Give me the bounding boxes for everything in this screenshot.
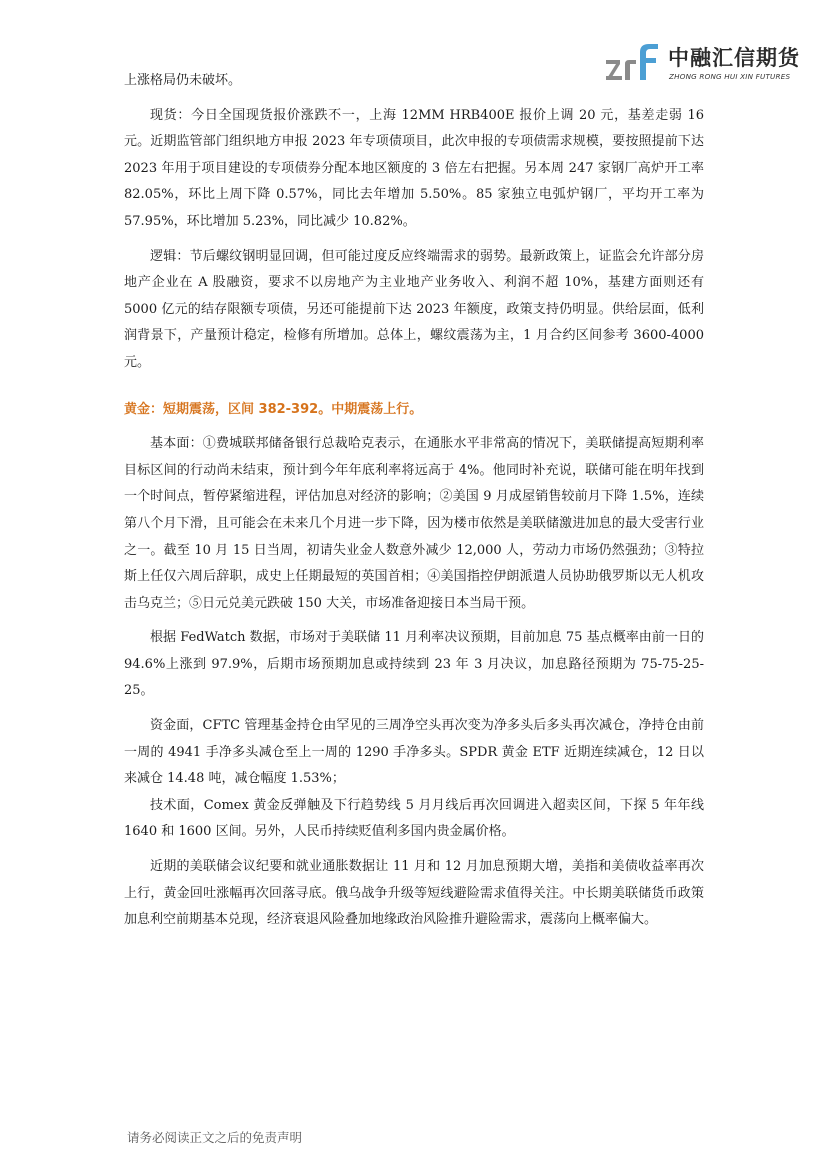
paragraph-fedwatch: 根据 FedWatch 数据，市场对于美联储 11 月利率决议预期，目前加息 75 基点概率由前一日的 94.6%上涨到 97.9%，后期市场预期加息或持续到 23 年 3 月决议，加息路径预期为 75-75-25-25。	[124, 630, 704, 699]
logo-chinese-name: 中融汇信期货	[668, 46, 800, 70]
paragraph-technical: 技术面，Comex 黄金反弹触及下行趋势线 5 月月线后再次回调进入超卖区间，下探 5 年年线 1640 和 1600 区间。另外，人民币持续贬值利多国内贵金属价格。	[124, 797, 704, 840]
footer-disclaimer: 请务必阅读正文之后的免责声明	[127, 1130, 303, 1145]
paragraph-logic: 逻辑：节后螺纹钢明显回调，但可能过度反应终端需求的弱势。最新政策上，证监会允许部分房地产企业在 A 股融资，要求不以房地产为主业地产业务收入、利润不超 10%，基建方面则还有 5000 亿元的结存限额专项债，另还可能提前下达 2023 年额度，政策支持仍明显。供给层面，低利润背景下，产量预计稳定，检修有所增加。总体上，螺纹震荡为主，1 月合约区间参考 3600-4000 元。	[124, 248, 704, 370]
paragraph-continuation: 上涨格局仍未破坏。	[124, 73, 242, 88]
report-body	[124, 68, 704, 934]
paragraph-fundamentals: 基本面：①费城联邦储备银行总裁哈克表示，在通胀水平非常高的情况下，美联储提高短期利率目标区间的行动尚未结束，预计到今年年底利率将远高于 4%。他同时补充说，联储可能在明年找到一个时间点，暂停紧缩进程，评估加息对经济的影响；②美国 9 月成屋销售较前月下降 1.5%，连续第八个月下滑，且可能会在未来几个月进一步下降，因为楼市依然是美联储激进加息的最大受害行业之一。截至 10 月 15 日当周，初请失业金人数意外减少 12,000 人，劳动力市场仍然强劲；③特拉斯上任仅六周后辞职，成史上任期最短的英国首相；④美国指控伊朗派遣人员协助俄罗斯以无人机攻击乌克兰；⑤日元兑美元跌破 150 大关，市场准备迎接日本当局干预。	[124, 436, 704, 611]
paragraph-outlook: 近期的美联储会议纪要和就业通胀数据让 11 月和 12 月加息预期大增，美指和美债收益率再次上行，黄金回吐涨幅再次回落寻底。俄乌战争升级等短线避险需求值得关注。中长期美联储货币政策加息利空前期基本兑现，经济衰退风险叠加地缘政治风险推升避险需求，震荡向上概率偏大。	[124, 859, 704, 928]
paragraph-spot: 现货：今日全国现货报价涨跌不一，上海 12MM HRB400E 报价上调 20 元，基差走弱 16 元。近期监管部门组织地方申报 2023 年专项债项目，此次申报的专项债需求规模，要按照提前下达 2023 年用于项目建设的专项债券分配本地区额度的 3 倍左右把握。另本周 247 家钢厂高炉开工率 82.05%，环比上周下降 0.57%，同比去年增加 5.50%。85 家独立电弧炉钢厂，平均开工率为 57.95%，环比增加 5.23%，同比减少 10.82%。	[124, 107, 704, 229]
logo-english-name: ZHONG RONG HUI XIN FUTURES	[669, 72, 791, 81]
section-heading-gold: 黄金：短期震荡，区间 382-392。中期震荡上行。	[124, 401, 423, 417]
paragraph-funds: 资金面，CFTC 管理基金持仓由罕见的三周净空头再次变为净多头后多头再次减仓，净持仓由前一周的 4941 手净多头减仓至上一周的 1290 手净多头。SPDR 黄金 ETF 近期连续减仓，12 日以来减仓 14.48 吨，减仓幅度 1.53%；	[124, 718, 704, 787]
